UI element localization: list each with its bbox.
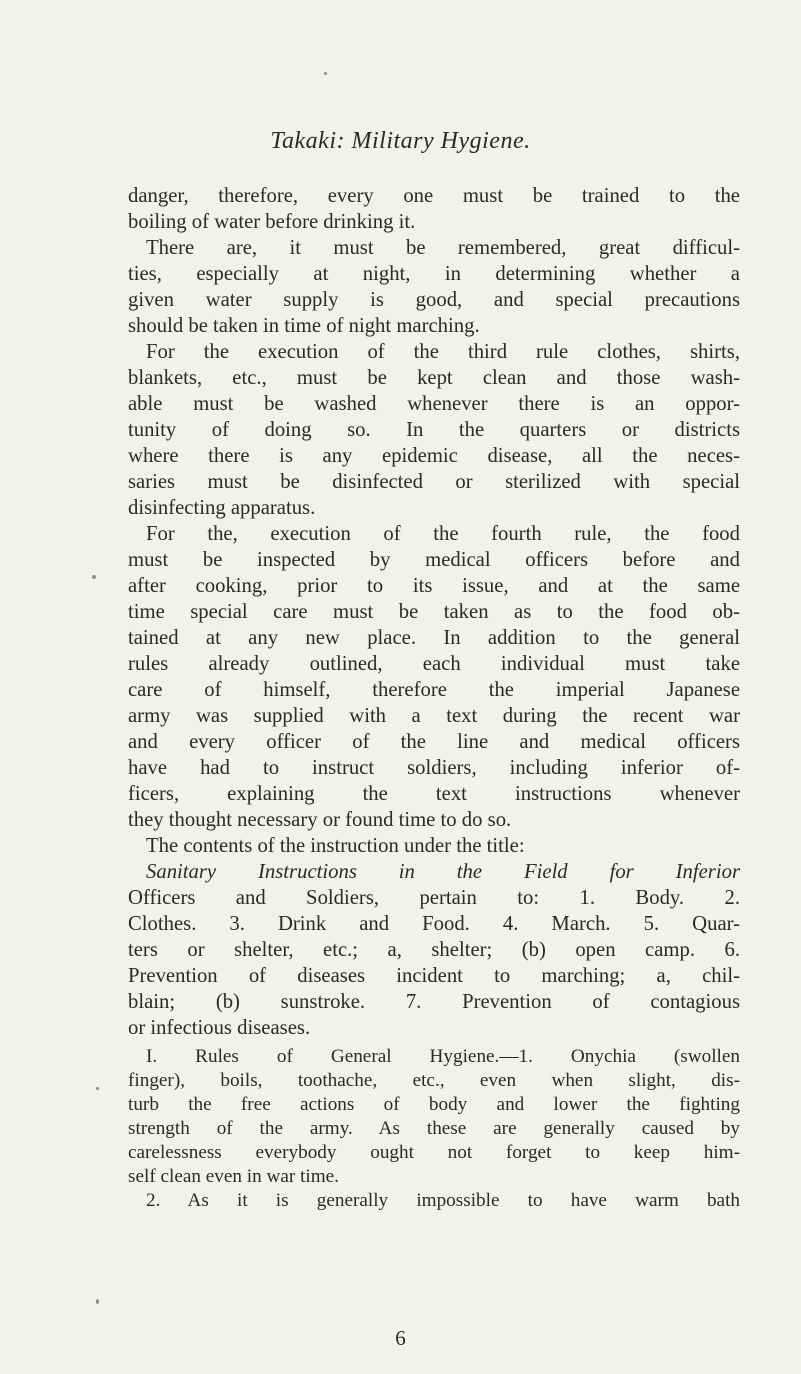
text-line: after cooking, prior to its issue, and at the same [128, 575, 740, 597]
text-line: disinfecting apparatus. [128, 497, 316, 519]
running-head: Takaki: Military Hygiene. [270, 128, 531, 154]
text-line: carelessness everybody ought not forget to keep him- [128, 1142, 740, 1163]
rules-heading-line: I. Rules of General Hygiene.—1. Onychia (swollen [146, 1046, 740, 1067]
text-line: ters or shelter, etc.; a, shelter; (b) open camp. 6. [128, 939, 740, 961]
text-line: finger), boils, toothache, etc., even when slight, dis- [128, 1070, 740, 1091]
text-line: ficers, explaining the text instructions whenever [128, 783, 740, 805]
rules-section [128, 1045, 740, 1213]
text-line: they thought necessary or found time to do so. [128, 809, 512, 831]
text-line: army was supplied with a text during the recent war [128, 705, 740, 727]
text-line: ties, especially at night, in determining whether a [128, 263, 740, 285]
text-line: strength of the army. As these are generally caused by [128, 1118, 740, 1139]
text-line: Officers and Soldiers, pertain to: 1. Body. 2. [128, 887, 740, 909]
text-line: There are, it must be remembered, great difficul- [146, 237, 740, 259]
text-line: saries must be disinfected or sterilized with special [128, 471, 740, 493]
text-line: where there is any epidemic disease, all the neces- [128, 445, 740, 467]
text-line: turb the free actions of body and lower the fighting [128, 1094, 740, 1115]
text-line: have had to instruct soldiers, including inferior of- [128, 757, 740, 779]
text-line: tunity of doing so. In the quarters or districts [128, 419, 740, 441]
speck-mark [96, 1087, 99, 1090]
text-line: should be taken in time of night marching. [128, 315, 480, 337]
text-line: care of himself, therefore the imperial Japanese [128, 679, 740, 701]
speck-mark [324, 72, 327, 75]
title-line: Sanitary Instructions in the Field for Inferior [146, 861, 740, 883]
page-body [128, 183, 740, 1213]
speck-mark [96, 1299, 99, 1304]
text-line: The contents of the instruction under the title: [146, 835, 525, 857]
text-line: and every officer of the line and medical officers [128, 731, 740, 753]
text-line: self clean even in war time. [128, 1166, 339, 1187]
text-line: danger, therefore, every one must be trained to the [128, 185, 740, 207]
text-line: given water supply is good, and special precautions [128, 289, 740, 311]
text-line: tained at any new place. In addition to the general [128, 627, 740, 649]
text-line: For the execution of the third rule clothes, shirts, [146, 341, 740, 363]
text-line: boiling of water before drinking it. [128, 211, 416, 233]
text-line: For the, execution of the fourth rule, the food [146, 523, 740, 545]
text-line: must be inspected by medical officers before and [128, 549, 740, 571]
text-line: Prevention of diseases incident to marching; a, chil- [128, 965, 740, 987]
speck-mark [92, 575, 96, 579]
text-line: Clothes. 3. Drink and Food. 4. March. 5. Quar- [128, 913, 740, 935]
page-number: 6 [395, 1326, 406, 1350]
text-line: or infectious diseases. [128, 1017, 311, 1039]
text-line: blain; (b) sunstroke. 7. Prevention of contagious [128, 991, 740, 1013]
text-line: able must be washed whenever there is an oppor- [128, 393, 740, 415]
text-line: 2. As it is generally impossible to have warm bath [146, 1190, 740, 1211]
text-line: rules already outlined, each individual must take [128, 653, 740, 675]
text-line: blankets, etc., must be kept clean and those wash- [128, 367, 740, 389]
text-line: time special care must be taken as to the food ob- [128, 601, 740, 623]
